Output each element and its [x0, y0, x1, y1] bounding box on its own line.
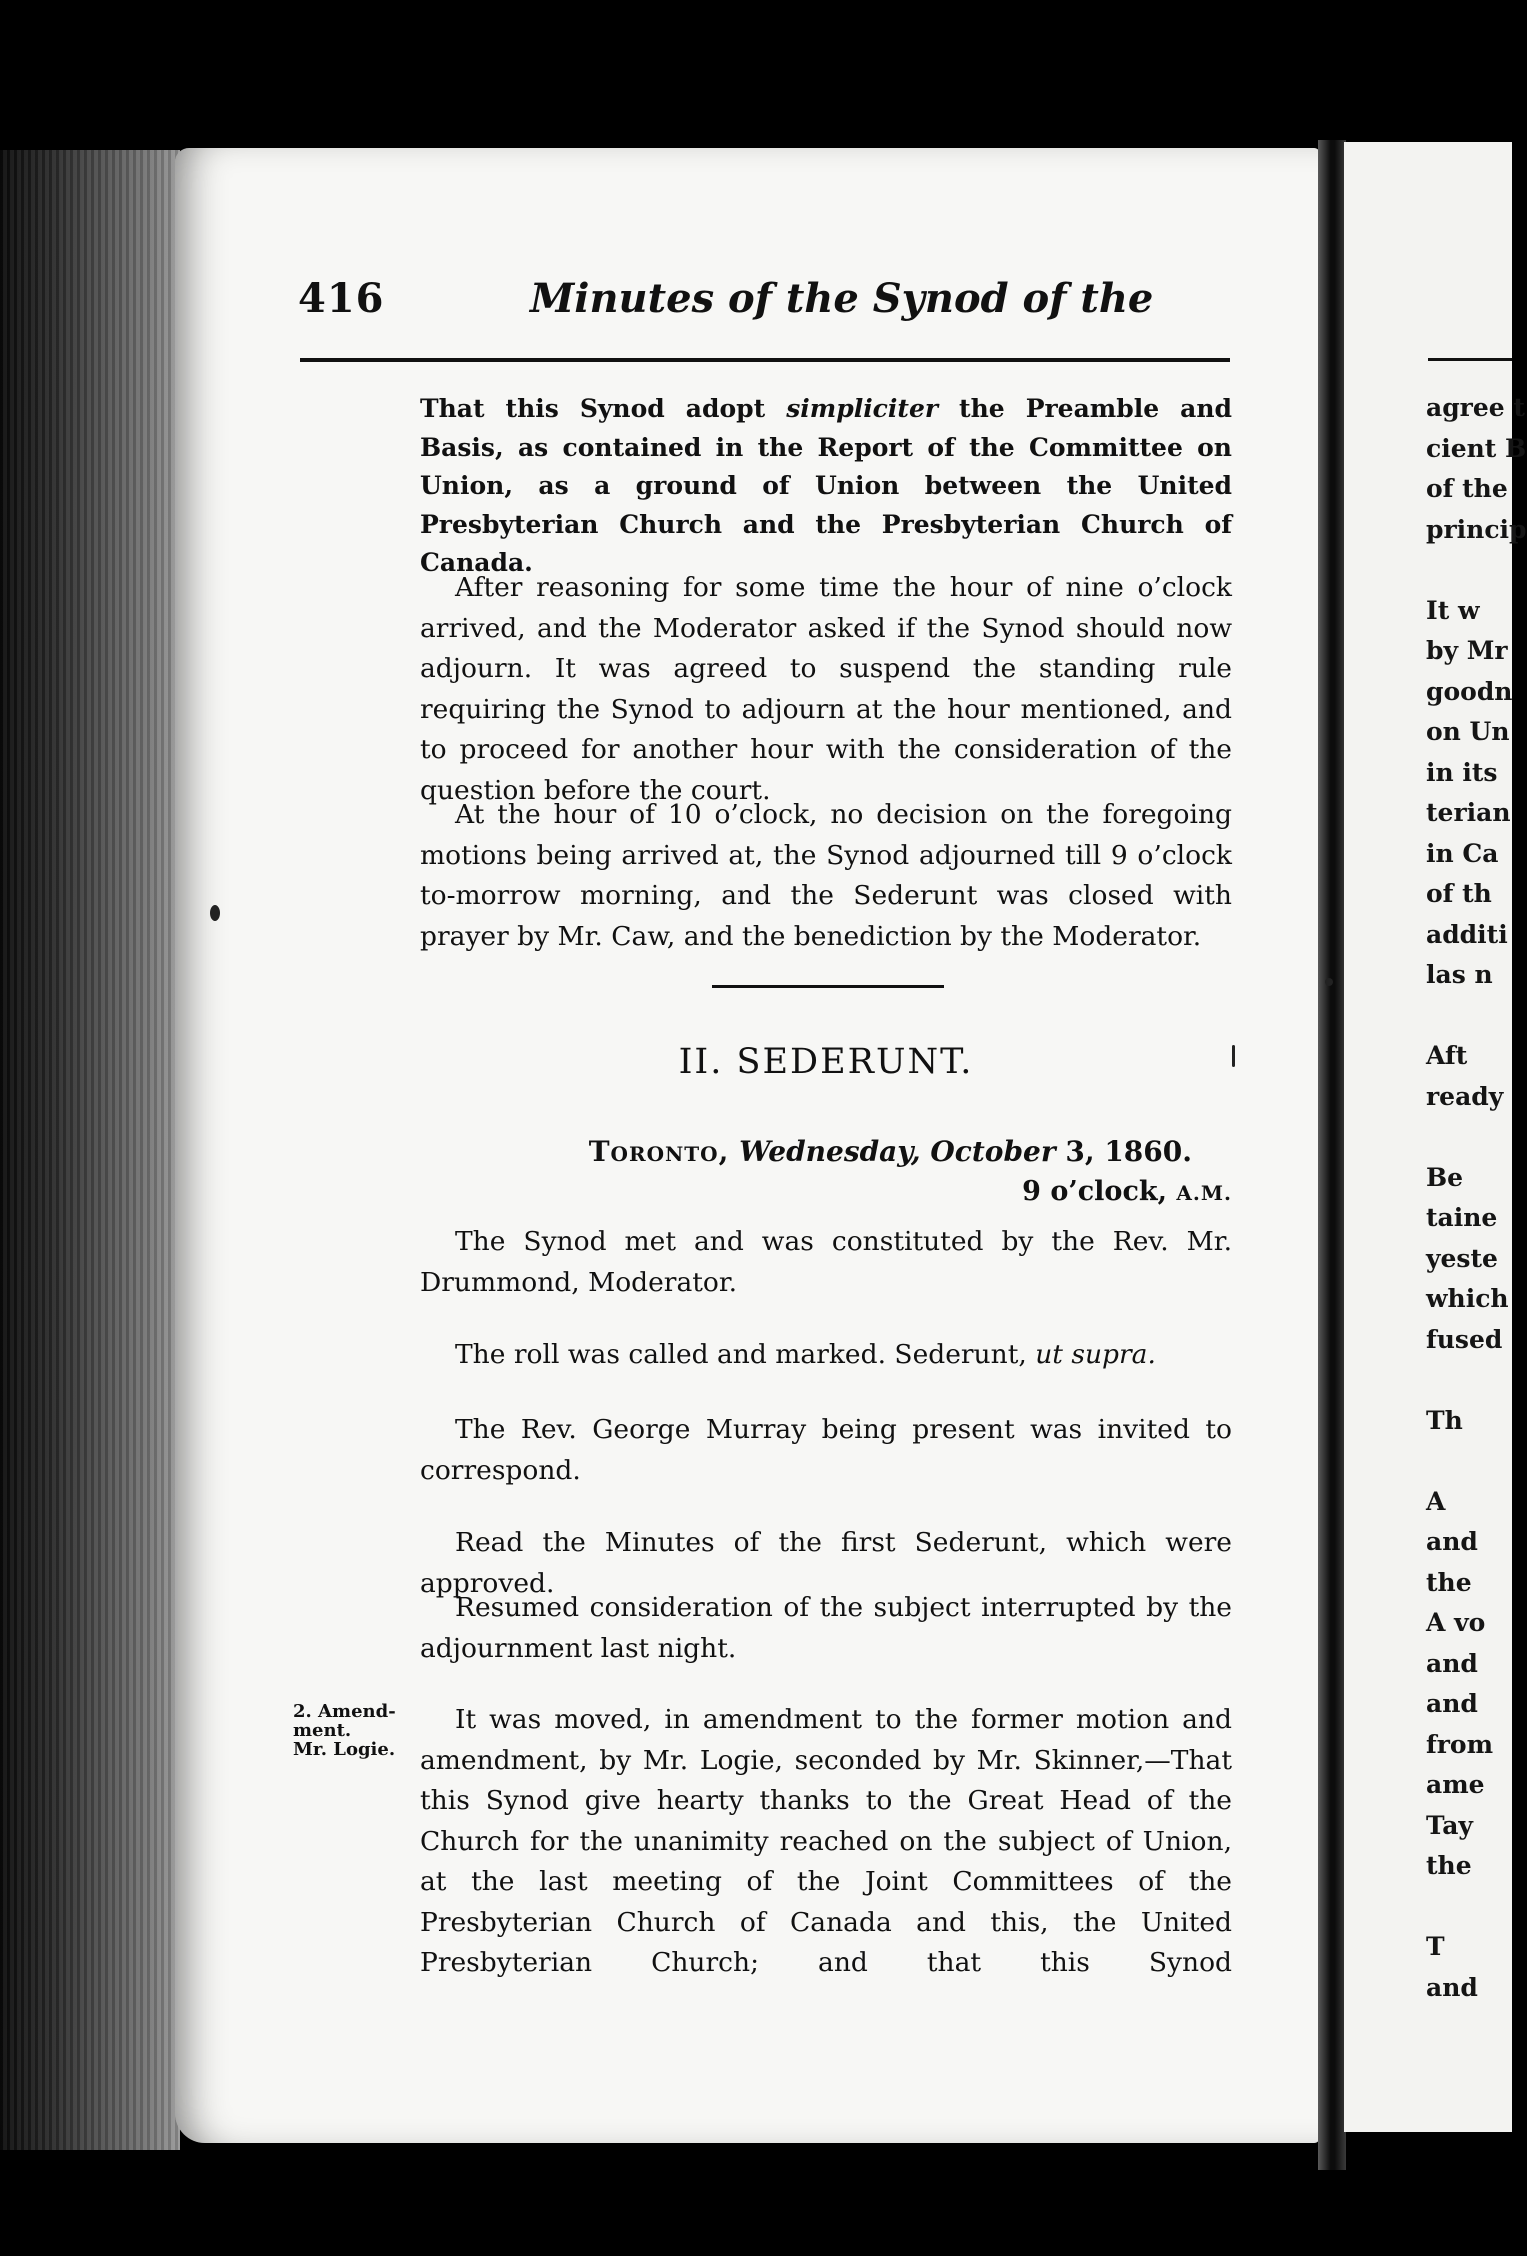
right-page-fragment: agree t	[1426, 393, 1525, 422]
right-page-fragment: on Un	[1426, 717, 1510, 746]
timeline	[420, 1176, 1232, 1207]
right-page-text	[1426, 388, 1527, 2008]
right-page-fragment: and	[1426, 1972, 1478, 2002]
paragraph-correspond: The Rev. George Murray being present was invited to correspond.	[420, 1414, 1232, 1486]
paragraph-adjournment: At the hour of 10 o’clock, no decision on the foregoing motions being arrived at, the Synod adjourned till 9 o’clock to-morrow morning, and the Sederunt was closed with prayer by Mr. Caw, and the benediction by the Moderator.	[420, 799, 1232, 952]
resolution-paragraph	[420, 390, 1232, 583]
right-page-fragment: and	[1426, 1689, 1478, 1718]
right-page-fragment: of the	[1426, 474, 1508, 503]
right-page-fragment: additi	[1426, 919, 1508, 949]
paragraph-constituted: The Synod met and was constituted by the Rev. Mr. Drummond, Moderator.	[420, 1226, 1232, 1298]
right-page-fragment: yeste	[1426, 1243, 1498, 1273]
right-page-fragment: A vo	[1426, 1608, 1486, 1637]
paragraph-roll	[420, 1335, 1232, 1376]
right-page-fragment: in Ca	[1426, 838, 1499, 868]
dateline-place: Toronto,	[588, 1135, 730, 1168]
dateline	[420, 1135, 1232, 1168]
time-suffix: A.M.	[1176, 1181, 1232, 1205]
right-page-fragment: fused	[1426, 1324, 1503, 1354]
right-page-fragment: Th	[1426, 1405, 1463, 1435]
right-page-fragment: from	[1426, 1729, 1494, 1759]
right-page-fragment: and	[1426, 1648, 1478, 1678]
header-rule	[300, 358, 1230, 362]
book-gutter	[1318, 140, 1346, 2170]
right-page-fragment	[1426, 1441, 1516, 1482]
right-page-fragment: princip	[1426, 514, 1527, 544]
p1-latin-term: simpliciter	[786, 394, 939, 423]
right-page-fragment: of th	[1426, 879, 1492, 908]
paragraph-minutes: Read the Minutes of the first Sederunt, which were approved.	[420, 1527, 1232, 1599]
right-page-fragment	[1426, 1117, 1516, 1158]
right-page-fragment: taine	[1426, 1203, 1498, 1232]
margin-note-line: ment.	[293, 1720, 352, 1741]
page-number: 416	[298, 275, 385, 322]
page-header	[290, 275, 1230, 345]
right-page-fragment	[1426, 996, 1516, 1037]
right-page-fragment: and	[1426, 1527, 1478, 1556]
time-text: 9 o’clock,	[1022, 1176, 1167, 1207]
dateline-day: Wednesday, October	[739, 1135, 1056, 1168]
right-page-fragment: las n	[1426, 960, 1493, 989]
right-page-fragment: terian	[1426, 798, 1511, 827]
p1-text-c: the Preamble and Basis, as contained in the Report of the Committee on Union, as a ground of Union between the United Presbyterian Church and the Presbyterian Church of Canada.	[420, 394, 1232, 577]
right-page-fragment	[1426, 550, 1516, 591]
margin-note-line: Mr. Logie.	[293, 1739, 396, 1760]
section-title: II. SEDERUNT.	[678, 1042, 974, 1082]
right-page-fragment: the	[1426, 1567, 1472, 1597]
right-page-fragment: T	[1426, 1932, 1445, 1961]
running-head: Minutes of the Synod of the	[530, 275, 1154, 322]
right-page-fragment: by Mr	[1426, 636, 1508, 665]
right-page-rule	[1428, 358, 1512, 361]
right-page-fragment: ready	[1426, 1081, 1504, 1111]
right-page-fragment: goodn	[1426, 676, 1513, 706]
right-page-fragment: which	[1426, 1284, 1509, 1313]
right-page-fragment: It w	[1426, 595, 1480, 625]
paragraph-reasoning: After reasoning for some time the hour of nine o’clock arrived, and the Moderator asked if the Synod should now adjourn. It was agreed to suspend the standing rule requiring the Synod to adjourn at the hour mentioned, and to proceed for another hour with the consideration of the question before the court.	[420, 572, 1232, 806]
right-page-fragment: Tay	[1426, 1810, 1473, 1840]
margin-note	[293, 1702, 413, 1759]
scan-speck	[1325, 978, 1333, 986]
p5-text: The roll was called and marked. Sederunt,	[455, 1339, 1027, 1370]
right-page-fragment: Aft	[1426, 1041, 1468, 1070]
scan-speck	[210, 905, 220, 921]
dateline-date: 3, 1860.	[1065, 1135, 1192, 1168]
right-page-fragment	[1426, 1360, 1516, 1401]
p5-latin: ut supra.	[1035, 1339, 1156, 1370]
p1-text-a: That this Synod adopt	[420, 394, 766, 423]
right-page-fragment: cient B	[1426, 433, 1527, 463]
margin-note-line: 2. Amend-	[293, 1701, 396, 1722]
paragraph-resumed: Resumed consideration of the subject interrupted by the adjournment last night.	[420, 1592, 1232, 1664]
right-page-fragment: A	[1426, 1486, 1446, 1516]
right-page-fragment: Be	[1426, 1162, 1464, 1192]
right-page-fragment: in its	[1426, 757, 1498, 787]
scan-mark	[1232, 1045, 1235, 1067]
section-divider	[712, 985, 944, 988]
book-fore-edge	[0, 150, 180, 2150]
right-page-fragment: ame	[1426, 1770, 1485, 1799]
right-page-fragment: the	[1426, 1851, 1472, 1880]
right-page-fragment	[1426, 1887, 1516, 1928]
paragraph-amendment: It was moved, in amendment to the former motion and amendment, by Mr. Logie, seconded by Mr. Skinner,—That this Synod give hearty thanks to the Great Head of the Church for the unanimity reached on the subject of Union, at the last meeting of the Joint Committees of the Presbyterian Church of Canada and this, the United Presbyterian Church; and that this Synod	[420, 1704, 1232, 1978]
